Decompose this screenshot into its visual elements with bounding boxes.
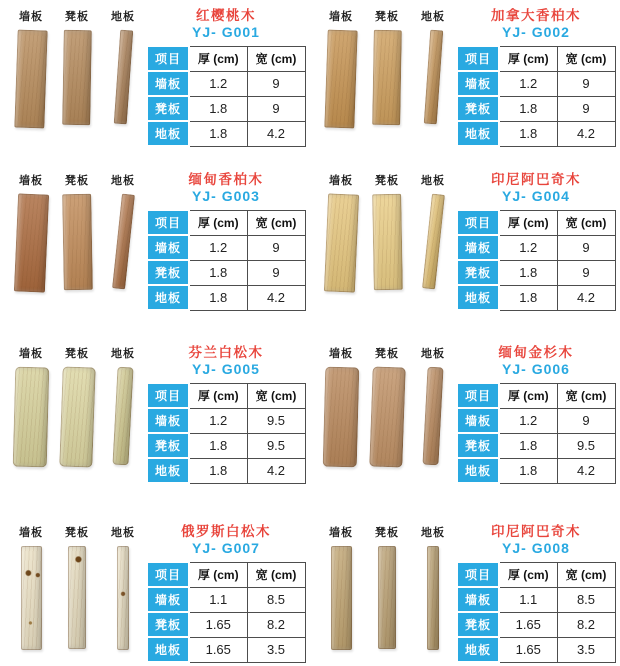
spec-header-width: 宽 (cm) — [557, 562, 615, 587]
wall-board-column — [8, 172, 54, 292]
product-name: 印尼阿巴奇木 — [491, 172, 581, 187]
spec-value-thickness: 1.65 — [189, 637, 247, 662]
spec-value-thickness: 1.8 — [499, 121, 557, 146]
product-code: YJ- G006 — [502, 361, 570, 377]
bench-board-image — [378, 546, 396, 649]
bench-board-image — [59, 366, 95, 467]
spec-table — [146, 209, 306, 311]
product-code: YJ- G003 — [192, 188, 260, 204]
spec-row-label: 墙板 — [147, 587, 189, 612]
wall-board-image — [323, 193, 358, 292]
spec-value-width: 3.5 — [557, 637, 615, 662]
spec-value-width: 9 — [247, 71, 305, 96]
bench-board-column — [364, 172, 410, 292]
spec-header-item: 项目 — [147, 562, 189, 587]
board-label: 地板 — [111, 527, 135, 539]
spec-value-width: 9 — [557, 71, 615, 96]
spec-value-thickness: 1.1 — [499, 587, 557, 612]
product-info — [456, 8, 616, 147]
spec-row-label: 地板 — [147, 637, 189, 662]
spec-row-label: 地板 — [457, 121, 499, 146]
spec-row-label: 凳板 — [147, 433, 189, 458]
spec-row-label: 墙板 — [457, 71, 499, 96]
plank-photo-group — [318, 524, 456, 650]
board-label: 凳板 — [65, 527, 89, 539]
floor-board-image — [423, 30, 443, 125]
floor-board-column — [410, 172, 456, 292]
board-label: 墙板 — [329, 11, 353, 23]
spec-row-label: 地板 — [147, 285, 189, 310]
spec-value-thickness: 1.8 — [189, 260, 247, 285]
spec-header-width: 宽 (cm) — [247, 46, 305, 71]
spec-header-width: 宽 (cm) — [247, 210, 305, 235]
wall-board-image — [331, 546, 352, 650]
plank-photo-group — [318, 345, 456, 467]
floor-board-image — [112, 194, 135, 290]
spec-value-width: 4.2 — [247, 121, 305, 146]
product-info — [456, 345, 616, 484]
spec-table — [456, 45, 616, 147]
spec-header-thickness: 厚 (cm) — [499, 46, 557, 71]
board-label: 凳板 — [375, 348, 399, 360]
product-info — [456, 524, 616, 663]
board-label: 凳板 — [375, 11, 399, 23]
spec-header-thickness: 厚 (cm) — [189, 562, 247, 587]
bench-board-column — [364, 524, 410, 650]
floor-board-column — [100, 172, 146, 292]
spec-table — [146, 382, 306, 484]
spec-value-thickness: 1.8 — [189, 433, 247, 458]
spec-value-thickness: 1.65 — [499, 612, 557, 637]
product-card — [0, 0, 310, 160]
spec-table — [456, 382, 616, 484]
spec-row-label: 凳板 — [147, 260, 189, 285]
product-card — [310, 160, 620, 330]
spec-header-thickness: 厚 (cm) — [499, 562, 557, 587]
product-info — [146, 524, 306, 663]
spec-header-thickness: 厚 (cm) — [189, 210, 247, 235]
spec-value-width: 9 — [247, 260, 305, 285]
bench-board-image — [68, 546, 86, 649]
spec-value-thickness: 1.2 — [189, 408, 247, 433]
spec-row-label: 凳板 — [147, 612, 189, 637]
spec-header-width: 宽 (cm) — [247, 562, 305, 587]
floor-board-column — [100, 345, 146, 467]
wall-board-image — [324, 30, 357, 129]
spec-value-width: 9.5 — [557, 433, 615, 458]
wall-board-image — [21, 546, 42, 650]
bench-board-column — [54, 172, 100, 292]
spec-value-width: 9 — [247, 96, 305, 121]
spec-table — [456, 209, 616, 311]
spec-value-width: 9 — [557, 260, 615, 285]
floor-board-column — [410, 8, 456, 128]
board-label: 地板 — [111, 175, 135, 187]
spec-header-item: 项目 — [147, 383, 189, 408]
bench-board-column — [54, 345, 100, 467]
bench-board-column — [54, 8, 100, 128]
spec-row-label: 墙板 — [147, 408, 189, 433]
product-card — [0, 160, 310, 330]
wall-board-column — [318, 172, 364, 292]
spec-value-width: 9 — [247, 235, 305, 260]
spec-row-label: 墙板 — [457, 408, 499, 433]
spec-header-width: 宽 (cm) — [557, 46, 615, 71]
spec-value-thickness: 1.8 — [189, 458, 247, 483]
spec-value-thickness: 1.8 — [499, 285, 557, 310]
floor-board-image — [117, 546, 129, 650]
product-card — [0, 330, 310, 500]
spec-row-label: 墙板 — [147, 71, 189, 96]
spec-value-thickness: 1.2 — [499, 408, 557, 433]
spec-row-label: 墙板 — [457, 235, 499, 260]
bench-board-image — [62, 194, 93, 290]
floor-board-image — [422, 194, 445, 290]
board-label: 墙板 — [329, 348, 353, 360]
spec-value-width: 4.2 — [247, 458, 305, 483]
floor-board-column — [410, 345, 456, 467]
wall-board-column — [8, 524, 54, 650]
product-code: YJ- G005 — [192, 361, 260, 377]
bench-board-image — [369, 366, 405, 467]
product-info — [146, 172, 306, 311]
wall-board-column — [318, 345, 364, 467]
spec-value-width: 8.2 — [247, 612, 305, 637]
spec-row-label: 地板 — [457, 458, 499, 483]
spec-value-thickness: 1.8 — [499, 260, 557, 285]
spec-value-thickness: 1.8 — [499, 433, 557, 458]
board-label: 凳板 — [375, 527, 399, 539]
wall-board-image — [323, 367, 360, 468]
spec-value-width: 9 — [557, 408, 615, 433]
spec-value-thickness: 1.2 — [189, 235, 247, 260]
wall-board-image — [13, 193, 48, 292]
product-name: 俄罗斯白松木 — [181, 524, 271, 539]
spec-header-thickness: 厚 (cm) — [189, 46, 247, 71]
spec-row-label: 凳板 — [457, 612, 499, 637]
bench-board-image — [372, 30, 402, 125]
spec-value-width: 9 — [557, 235, 615, 260]
spec-value-width: 8.5 — [247, 587, 305, 612]
floor-board-image — [112, 367, 133, 466]
plank-photo-group — [8, 172, 146, 292]
spec-value-thickness: 1.8 — [189, 121, 247, 146]
product-code: YJ- G008 — [502, 540, 570, 556]
board-label: 地板 — [421, 11, 445, 23]
spec-row-label: 墙板 — [147, 235, 189, 260]
spec-value-thickness: 1.2 — [189, 71, 247, 96]
spec-value-thickness: 1.8 — [499, 458, 557, 483]
product-name: 缅甸香柏木 — [188, 172, 264, 187]
board-label: 墙板 — [329, 175, 353, 187]
product-code: YJ- G002 — [502, 24, 570, 40]
spec-row-label: 墙板 — [457, 587, 499, 612]
spec-header-width: 宽 (cm) — [557, 210, 615, 235]
spec-header-item: 项目 — [457, 562, 499, 587]
wall-board-column — [318, 8, 364, 128]
product-name: 红樱桃木 — [196, 8, 256, 23]
bench-board-column — [364, 8, 410, 128]
plank-photo-group — [8, 345, 146, 467]
product-info — [146, 8, 306, 147]
product-name: 缅甸金杉木 — [498, 345, 574, 360]
spec-row-label: 地板 — [147, 121, 189, 146]
plank-photo-group — [318, 172, 456, 292]
product-code: YJ- G001 — [192, 24, 260, 40]
spec-value-thickness: 1.8 — [189, 285, 247, 310]
bench-board-image — [372, 194, 403, 290]
floor-board-image — [113, 30, 133, 125]
floor-board-column — [100, 8, 146, 128]
plank-photo-group — [8, 524, 146, 650]
spec-row-label: 凳板 — [457, 96, 499, 121]
floor-board-column — [100, 524, 146, 650]
board-label: 凳板 — [65, 175, 89, 187]
product-code: YJ- G004 — [502, 188, 570, 204]
spec-header-item: 项目 — [147, 210, 189, 235]
wall-board-image — [13, 367, 50, 468]
spec-value-width: 3.5 — [247, 637, 305, 662]
spec-value-width: 9 — [557, 96, 615, 121]
wall-board-column — [318, 524, 364, 650]
spec-row-label: 凳板 — [457, 260, 499, 285]
plank-photo-group — [8, 8, 146, 128]
product-card — [0, 500, 310, 666]
spec-header-thickness: 厚 (cm) — [499, 210, 557, 235]
spec-value-width: 8.5 — [557, 587, 615, 612]
product-card — [310, 330, 620, 500]
spec-value-thickness: 1.65 — [189, 612, 247, 637]
spec-header-item: 项目 — [147, 46, 189, 71]
spec-row-label: 凳板 — [147, 96, 189, 121]
board-label: 凳板 — [65, 348, 89, 360]
spec-header-thickness: 厚 (cm) — [499, 383, 557, 408]
spec-value-width: 4.2 — [557, 458, 615, 483]
spec-value-thickness: 1.2 — [499, 71, 557, 96]
spec-value-thickness: 1.8 — [499, 96, 557, 121]
board-label: 墙板 — [19, 175, 43, 187]
plank-photo-group — [318, 8, 456, 128]
product-code: YJ- G007 — [192, 540, 260, 556]
spec-value-thickness: 1.65 — [499, 637, 557, 662]
bench-board-column — [54, 524, 100, 650]
spec-header-width: 宽 (cm) — [247, 383, 305, 408]
product-info — [456, 172, 616, 311]
wall-board-column — [8, 8, 54, 128]
board-label: 凳板 — [375, 175, 399, 187]
spec-table — [146, 45, 306, 147]
spec-table — [456, 561, 616, 663]
spec-row-label: 地板 — [457, 637, 499, 662]
spec-header-thickness: 厚 (cm) — [189, 383, 247, 408]
wall-board-image — [14, 30, 47, 129]
board-label: 凳板 — [65, 11, 89, 23]
bench-board-column — [364, 345, 410, 467]
spec-header-width: 宽 (cm) — [557, 383, 615, 408]
board-label: 地板 — [421, 175, 445, 187]
floor-board-image — [422, 367, 443, 466]
wall-board-column — [8, 345, 54, 467]
board-label: 地板 — [111, 348, 135, 360]
product-info — [146, 345, 306, 484]
spec-value-width: 4.2 — [557, 121, 615, 146]
spec-row-label: 凳板 — [457, 433, 499, 458]
spec-header-item: 项目 — [457, 210, 499, 235]
board-label: 墙板 — [329, 527, 353, 539]
spec-table — [146, 561, 306, 663]
spec-value-thickness: 1.8 — [189, 96, 247, 121]
board-label: 墙板 — [19, 527, 43, 539]
spec-value-width: 4.2 — [557, 285, 615, 310]
spec-row-label: 地板 — [457, 285, 499, 310]
bench-board-image — [62, 30, 92, 125]
board-label: 地板 — [111, 11, 135, 23]
floor-board-column — [410, 524, 456, 650]
product-name: 芬兰白松木 — [188, 345, 264, 360]
product-card — [310, 500, 620, 666]
product-card — [310, 0, 620, 160]
spec-value-thickness: 1.1 — [189, 587, 247, 612]
spec-value-width: 9.5 — [247, 408, 305, 433]
board-label: 墙板 — [19, 11, 43, 23]
spec-value-width: 9.5 — [247, 433, 305, 458]
spec-value-width: 8.2 — [557, 612, 615, 637]
spec-header-item: 项目 — [457, 383, 499, 408]
board-label: 地板 — [421, 348, 445, 360]
product-name: 加拿大香柏木 — [491, 8, 581, 23]
spec-header-item: 项目 — [457, 46, 499, 71]
board-label: 地板 — [421, 527, 445, 539]
spec-row-label: 地板 — [147, 458, 189, 483]
board-label: 墙板 — [19, 348, 43, 360]
floor-board-image — [427, 546, 439, 650]
product-name: 印尼阿巴奇木 — [491, 524, 581, 539]
spec-value-thickness: 1.2 — [499, 235, 557, 260]
spec-value-width: 4.2 — [247, 285, 305, 310]
